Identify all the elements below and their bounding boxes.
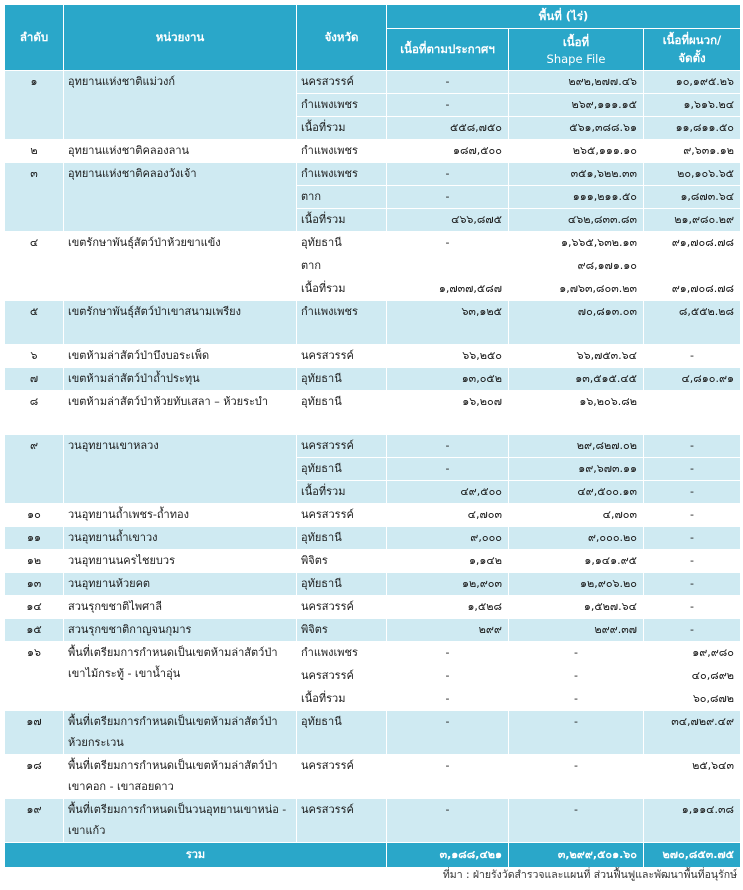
unit-name: อุทยานแห่งชาติคลองลาน: [64, 140, 297, 163]
province-cell: ตาก: [297, 186, 387, 209]
declared-cell: -: [387, 94, 509, 117]
table-row: [5, 619, 741, 642]
added-cell: ๑,๖๑๖.๒๔: [644, 94, 741, 117]
province-cell: อุทัยธานี: [297, 527, 387, 550]
table-row: [5, 163, 741, 186]
added-cell: -: [644, 435, 741, 458]
shape-cell: ๑,๑๔๑.๙๕: [509, 550, 644, 573]
added-cell: ๑๑,๘๑๑.๕๐: [644, 117, 741, 140]
shape-cell: ๑,๗๖๓,๘๐๓.๒๓: [509, 278, 644, 301]
row-number: ๔: [5, 232, 64, 301]
declared-cell: ๑๖,๒๐๗: [387, 391, 509, 435]
table-row: [5, 711, 741, 755]
row-number: ๑๘: [5, 755, 64, 799]
header-shape: เนื้อที่ Shape File: [509, 29, 644, 71]
shape-cell: ๕๖๑,๓๘๘.๖๑: [509, 117, 644, 140]
declared-cell: [387, 255, 509, 278]
shape-cell: ๗๐,๘๑๓.๐๓: [509, 301, 644, 345]
shape-cell: ๑๑๑,๒๑๑.๕๐: [509, 186, 644, 209]
row-number: ๑๕: [5, 619, 64, 642]
added-cell: -: [644, 596, 741, 619]
declared-cell: ๖๖,๒๕๐: [387, 345, 509, 368]
declared-cell: ๔,๗๐๓: [387, 504, 509, 527]
added-cell: ๒๑,๙๘๐.๒๙: [644, 209, 741, 232]
table-row: [5, 345, 741, 368]
declared-cell: ๑,๕๒๘: [387, 596, 509, 619]
added-cell: ๒๕,๖๔๓: [644, 755, 741, 799]
table-row: [5, 368, 741, 391]
declared-cell: ๔๙,๕๐๐: [387, 481, 509, 504]
added-cell: ๓๔,๗๒๙.๔๙: [644, 711, 741, 755]
row-number: ๙: [5, 435, 64, 504]
table-row: [5, 504, 741, 527]
table-row: [5, 527, 741, 550]
added-cell: -: [644, 550, 741, 573]
added-cell: -: [644, 527, 741, 550]
province-cell: ตาก: [297, 255, 387, 278]
declared-cell: -: [387, 688, 509, 711]
declared-cell: -: [387, 799, 509, 843]
province-cell: นครสวรรค์: [297, 799, 387, 843]
row-number: ๑๖: [5, 642, 64, 711]
added-cell: ๑,๘๗๓.๖๔: [644, 186, 741, 209]
shape-cell: -: [509, 711, 644, 755]
shape-cell: -: [509, 755, 644, 799]
table-row: [5, 301, 741, 345]
unit-name: วนอุทยานห้วยคต: [64, 573, 297, 596]
shape-cell: ๑๖,๒๐๖.๘๒: [509, 391, 644, 435]
table-row: [5, 550, 741, 573]
row-number: ๕: [5, 301, 64, 345]
total-declared: ๓,๑๘๘,๔๒๑: [387, 843, 509, 868]
shape-cell: ๔,๗๐๓: [509, 504, 644, 527]
total-added: ๒๗๐,๘๕๓.๗๕: [644, 843, 741, 868]
table-row: [5, 140, 741, 163]
province-cell: นครสวรรค์: [297, 504, 387, 527]
declared-cell: ๑๓,๐๕๒: [387, 368, 509, 391]
table-row: [5, 596, 741, 619]
province-cell: เนื้อที่รวม: [297, 688, 387, 711]
table-row: [5, 642, 741, 665]
province-cell: กำแพงเพชร: [297, 301, 387, 345]
header-declared: เนื้อที่ตามประกาศฯ: [387, 29, 509, 71]
shape-cell: ๓๕๑,๖๒๒.๓๓: [509, 163, 644, 186]
added-cell: [644, 391, 741, 435]
declared-cell: ๑๒,๙๐๓: [387, 573, 509, 596]
shape-cell: ๒๙๙.๓๗: [509, 619, 644, 642]
shape-cell: ๒๖๙,๑๑๑.๑๕: [509, 94, 644, 117]
shape-cell: ๑๙,๖๗๓.๑๑: [509, 458, 644, 481]
declared-cell: ๑,๑๔๒: [387, 550, 509, 573]
province-cell: นครสวรรค์: [297, 435, 387, 458]
declared-cell: -: [387, 186, 509, 209]
shape-cell: ๖๖,๗๕๓.๖๔: [509, 345, 644, 368]
declared-cell: -: [387, 642, 509, 665]
added-cell: -: [644, 481, 741, 504]
declared-cell: -: [387, 711, 509, 755]
unit-name: วนอุทยานเขาหลวง: [64, 435, 297, 504]
unit-name: สวนรุกขชาติกาญจนกุมาร: [64, 619, 297, 642]
shape-cell: ๒๙๒,๒๗๗.๔๖: [509, 71, 644, 94]
shape-cell: -: [509, 688, 644, 711]
province-cell: กำแพงเพชร: [297, 94, 387, 117]
total-row: [5, 843, 741, 868]
header-unit: หน่วยงาน: [64, 5, 297, 71]
header-area-group: พื้นที่ (ไร่): [387, 5, 741, 29]
declared-cell: -: [387, 232, 509, 255]
declared-cell: -: [387, 458, 509, 481]
row-number: ๑: [5, 71, 64, 140]
table-row: [5, 755, 741, 799]
added-cell: -: [644, 619, 741, 642]
declared-cell: -: [387, 665, 509, 688]
added-cell: -: [644, 573, 741, 596]
province-cell: นครสวรรค์: [297, 665, 387, 688]
province-cell: อุทัยธานี: [297, 711, 387, 755]
total-shape: ๓,๒๙๙,๕๐๑.๖๐: [509, 843, 644, 868]
header-no: ลำดับ: [5, 5, 64, 71]
row-number: ๑๑: [5, 527, 64, 550]
added-cell: ๘,๕๕๒.๒๘: [644, 301, 741, 345]
row-number: ๑๓: [5, 573, 64, 596]
unit-name: พื้นที่เตรียมการกำหนดเป็นวนอุทยานเขาหน่อ - เขาแก้ว: [64, 799, 297, 843]
province-cell: อุทัยธานี: [297, 458, 387, 481]
row-number: ๓: [5, 163, 64, 232]
declared-cell: -: [387, 163, 509, 186]
province-cell: นครสวรรค์: [297, 345, 387, 368]
table-row: [5, 71, 741, 94]
added-cell: ๔๐,๘๙๒: [644, 665, 741, 688]
added-cell: -: [644, 345, 741, 368]
added-cell: ๙๑,๗๐๘.๗๘: [644, 278, 741, 301]
added-cell: -: [644, 458, 741, 481]
row-number: ๗: [5, 368, 64, 391]
unit-name: พื้นที่เตรียมการกำหนดเป็นเขตห้ามล่าสัตว์ป่าเขาไม้กระทู้ - เขาน้ำอุ่น: [64, 642, 297, 711]
province-cell: นครสวรรค์: [297, 755, 387, 799]
province-cell: กำแพงเพชร: [297, 642, 387, 665]
unit-name: พื้นที่เตรียมการกำหนดเป็นเขตห้ามล่าสัตว์ป่าห้วยกระเวน: [64, 711, 297, 755]
protected-area-table: [4, 4, 741, 868]
added-cell: ๑,๑๑๔.๓๘: [644, 799, 741, 843]
table-row: [5, 232, 741, 255]
added-cell: ๙,๖๓๑.๑๒: [644, 140, 741, 163]
declared-cell: ๙,๐๐๐: [387, 527, 509, 550]
table-body: [5, 71, 741, 843]
header-added: เนื้อที่ผนวก/ จัดตั้ง: [644, 29, 741, 71]
row-number: ๑๒: [5, 550, 64, 573]
province-cell: กำแพงเพชร: [297, 163, 387, 186]
unit-name: เขตห้ามล่าสัตว์ป่าบึงบอระเพ็ด: [64, 345, 297, 368]
unit-name: เขตห้ามล่าสัตว์ป่าห้วยทับเสลา – ห้วยระบำ: [64, 391, 297, 435]
province-cell: เนื้อที่รวม: [297, 209, 387, 232]
header-province: จังหวัด: [297, 5, 387, 71]
province-cell: เนื้อที่รวม: [297, 481, 387, 504]
shape-cell: ๙๘,๑๗๑.๑๐: [509, 255, 644, 278]
table-row: [5, 573, 741, 596]
total-label: รวม: [5, 843, 387, 868]
unit-name: สวนรุกขชาติไพศาลี: [64, 596, 297, 619]
shape-cell: ๑๒,๙๐๖.๒๐: [509, 573, 644, 596]
row-number: ๘: [5, 391, 64, 435]
province-cell: เนื้อที่รวม: [297, 278, 387, 301]
unit-name: วนอุทยานถ้ำเพชร-ถ้ำทอง: [64, 504, 297, 527]
added-cell: ๑๙,๙๘๐: [644, 642, 741, 665]
added-cell: -: [644, 504, 741, 527]
table-row: [5, 799, 741, 843]
source-note: ที่มา : ฝ่ายรังวัดสำรวจและแผนที่ ส่วนฟื้นฟูและพัฒนาพื้นที่อนุรักษ์: [442, 869, 737, 881]
province-cell: พิจิตร: [297, 550, 387, 573]
province-cell: กำแพงเพชร: [297, 140, 387, 163]
declared-cell: -: [387, 435, 509, 458]
unit-name: อุทยานแห่งชาติคลองวังเจ้า: [64, 163, 297, 232]
province-cell: พิจิตร: [297, 619, 387, 642]
table-row: [5, 391, 741, 435]
shape-cell: ๔๖๒,๘๓๓.๘๓: [509, 209, 644, 232]
unit-name: เขตห้ามล่าสัตว์ป่าถ้ำประทุน: [64, 368, 297, 391]
unit-name: เขตรักษาพันธุ์สัตว์ป่าห้วยขาแข้ง: [64, 232, 297, 301]
declared-cell: ๔๖๖,๘๗๕: [387, 209, 509, 232]
shape-cell: ๙,๐๐๐.๒๐: [509, 527, 644, 550]
shape-cell: ๑,๖๖๕,๖๓๒.๑๓: [509, 232, 644, 255]
added-cell: ๖๐,๘๗๒: [644, 688, 741, 711]
unit-name: เขตรักษาพันธุ์สัตว์ป่าเขาสนามเพรียง: [64, 301, 297, 345]
row-number: ๖: [5, 345, 64, 368]
shape-cell: ๔๙,๕๐๐.๑๓: [509, 481, 644, 504]
row-number: ๑๗: [5, 711, 64, 755]
shape-cell: -: [509, 665, 644, 688]
province-cell: อุทัยธานี: [297, 232, 387, 255]
shape-cell: -: [509, 642, 644, 665]
shape-cell: -: [509, 799, 644, 843]
row-number: ๑๙: [5, 799, 64, 843]
province-cell: เนื้อที่รวม: [297, 117, 387, 140]
province-cell: อุทัยธานี: [297, 368, 387, 391]
row-number: ๑๐: [5, 504, 64, 527]
province-cell: นครสวรรค์: [297, 71, 387, 94]
declared-cell: ๖๓,๑๒๕: [387, 301, 509, 345]
shape-cell: ๑,๕๒๗.๖๔: [509, 596, 644, 619]
province-cell: อุทัยธานี: [297, 391, 387, 435]
declared-cell: ๑,๗๓๗,๕๘๗: [387, 278, 509, 301]
declared-cell: ๒๙๙: [387, 619, 509, 642]
table-row: [5, 435, 741, 458]
declared-cell: ๕๕๘,๗๕๐: [387, 117, 509, 140]
declared-cell: ๑๘๗,๕๐๐: [387, 140, 509, 163]
added-cell: [644, 255, 741, 278]
unit-name: พื้นที่เตรียมการกำหนดเป็นเขตห้ามล่าสัตว์ป่าเขาคอก - เขาสอยดาว: [64, 755, 297, 799]
row-number: ๑๔: [5, 596, 64, 619]
declared-cell: -: [387, 755, 509, 799]
unit-name: วนอุทยานถ้ำเขาวง: [64, 527, 297, 550]
row-number: ๒: [5, 140, 64, 163]
added-cell: ๒๐,๑๐๖.๖๕: [644, 163, 741, 186]
province-cell: อุทัยธานี: [297, 573, 387, 596]
shape-cell: ๒๖๕,๑๑๑.๑๐: [509, 140, 644, 163]
shape-cell: ๑๓,๕๑๕.๔๕: [509, 368, 644, 391]
province-cell: นครสวรรค์: [297, 596, 387, 619]
declared-cell: -: [387, 71, 509, 94]
added-cell: ๔,๘๑๐.๙๑: [644, 368, 741, 391]
added-cell: ๑๐,๑๙๕.๒๖: [644, 71, 741, 94]
unit-name: อุทยานแห่งชาติแม่วงก์: [64, 71, 297, 140]
added-cell: ๙๑,๗๐๘.๗๘: [644, 232, 741, 255]
unit-name: วนอุทยานนครไชยบวร: [64, 550, 297, 573]
shape-cell: ๒๙,๘๒๗.๐๒: [509, 435, 644, 458]
